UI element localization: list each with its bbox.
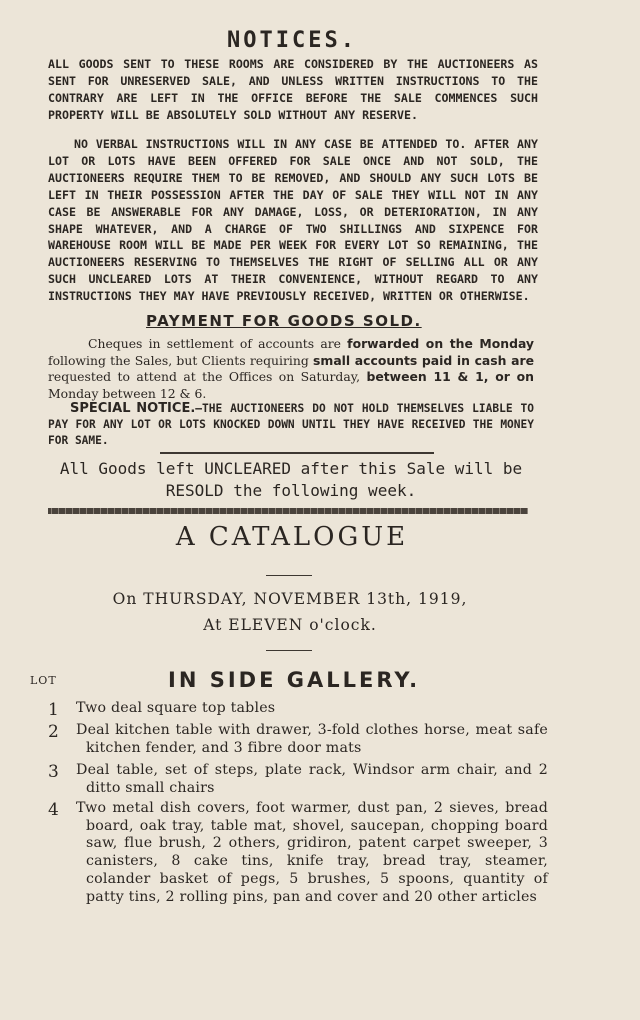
sale-date-line: On THURSDAY, NOVEMBER 13th, 1919, <box>112 590 468 608</box>
uncleared-notice <box>48 458 534 502</box>
special-notice-lead: SPECIAL NOTICE. <box>70 401 196 416</box>
ornamental-band <box>48 508 528 514</box>
lot-item <box>48 700 548 718</box>
cheques-text-4: Monday between 12 & 6. <box>48 385 207 401</box>
cheques-text-2: following the Sales, but Clients requiring <box>48 352 314 368</box>
lot-number: 3 <box>48 762 59 782</box>
catalogue-title: A CATALOGUE <box>175 522 409 552</box>
divider-rule <box>160 452 434 454</box>
lot-description: Deal kitchen table with drawer, 3-fold clothes horse, meat safe kitchen fender, and 3 fibre door mats <box>76 722 548 756</box>
lot-item <box>48 800 548 906</box>
notices-title: NOTICES. <box>227 28 357 53</box>
notice-unreserved-sale: ALL GOODS SENT TO THESE ROOMS ARE CONSIDERED BY THE AUCTIONEERS AS SENT FOR UNRESERVED SALE, AND UNLESS WRITTEN INSTRUCTIONS TO THE CONTRARY ARE LEFT IN THE OFFICE BEFORE THE SALE COMMENCES SUCH PROPERTY WILL BE ABSOLUTELY SOLD WITHOUT ANY RESERVE. <box>48 57 538 122</box>
cheques-bold-2: small accounts paid in cash are <box>313 352 534 368</box>
cheques-bold-3: between 11 & 1, or on <box>366 369 534 384</box>
cheques-bold-1: forwarded on the Monday <box>347 336 535 351</box>
sale-time-line: At ELEVEN o'clock. <box>203 616 377 634</box>
notice-verbal-instructions: NO VERBAL INSTRUCTIONS WILL IN ANY CASE BE ATTENDED TO. AFTER ANY LOT OR LOTS HAVE BEEN OFFERED FOR SALE ONCE AND NOT SOLD, THE AUCTIONEERS REQUIRE THEM TO BE REMOVED, AND SHOULD ANY SUCH LOTS BE LEFT IN THEIR POSSESSION AFTER THE DAY OF SALE THEY WILL NOT IN ANY CASE BE ANSWERABLE FOR ANY DAMAGE, LOSS, OR DETERIORATION, IN ANY SHAPE WHATEVER, AND A CHARGE OF TWO SHILLINGS AND SIXPENCE FOR WAREHOUSE ROOM WILL BE MADE PER WEEK FOR EVERY LOT SO REMAINING, THE AUCTIONEERS RESERVING TO THEMSELVES THE RIGHT OF SELLING ALL OR ANY SUCH UNCLEARED LOTS AT THEIR CONVENIENCE, WITHOUT REGARD TO ANY INSTRUCTIONS THEY MAY HAVE PREVIOUSLY RECEIVED, WRITTEN OR OTHERWISE. <box>48 137 538 304</box>
gallery-heading: IN SIDE GALLERY. <box>168 668 421 692</box>
lot-number: 2 <box>48 722 59 742</box>
uncleared-line-1: All Goods left UNCLEARED after this Sale will be <box>59 459 523 478</box>
lot-description: Deal table, set of steps, plate rack, Windsor arm chair, and 2 ditto small chairs <box>76 762 548 796</box>
special-notice-body: —THE AUCTIONEERS DO NOT HOLD THEMSELVES LIABLE TO PAY FOR ANY LOT OR LOTS KNOCKED DOWN UNTIL THEY HAVE RECEIVED THE MONEY FOR SAME. <box>48 402 534 447</box>
lot-number: 1 <box>48 700 59 720</box>
lot-item <box>48 762 548 797</box>
special-notice <box>48 401 534 449</box>
payment-heading: PAYMENT FOR GOODS SOLD. <box>146 312 422 330</box>
lot-item <box>48 722 548 757</box>
uncleared-line-2: RESOLD the following week. <box>165 481 417 500</box>
divider-rule <box>266 575 312 576</box>
cheques-text-3: requested to attend at the Offices on Saturday, <box>48 369 367 384</box>
lot-description: Two metal dish covers, foot warmer, dust pan, 2 sieves, bread board, oak tray, table mat, shovel, saucepan, chopping board saw, flue brush, 2 others, gridiron, patent carpet sweeper, 3 canisters, 8 cake tins, knife tray, bread tray, steamer, colander basket of pegs, 5 brushes, 5 spoons, quantity of patty tins, 2 rolling pins, pan and cover and 20 other articles <box>76 800 548 905</box>
cheques-paragraph <box>48 336 534 402</box>
divider-rule <box>266 650 312 651</box>
lot-number: 4 <box>48 800 59 820</box>
cheques-text-1: Cheques in settlement of accounts are <box>88 336 348 351</box>
lot-description: Two deal square top tables <box>76 700 276 716</box>
lot-column-label: LOT <box>30 674 57 687</box>
